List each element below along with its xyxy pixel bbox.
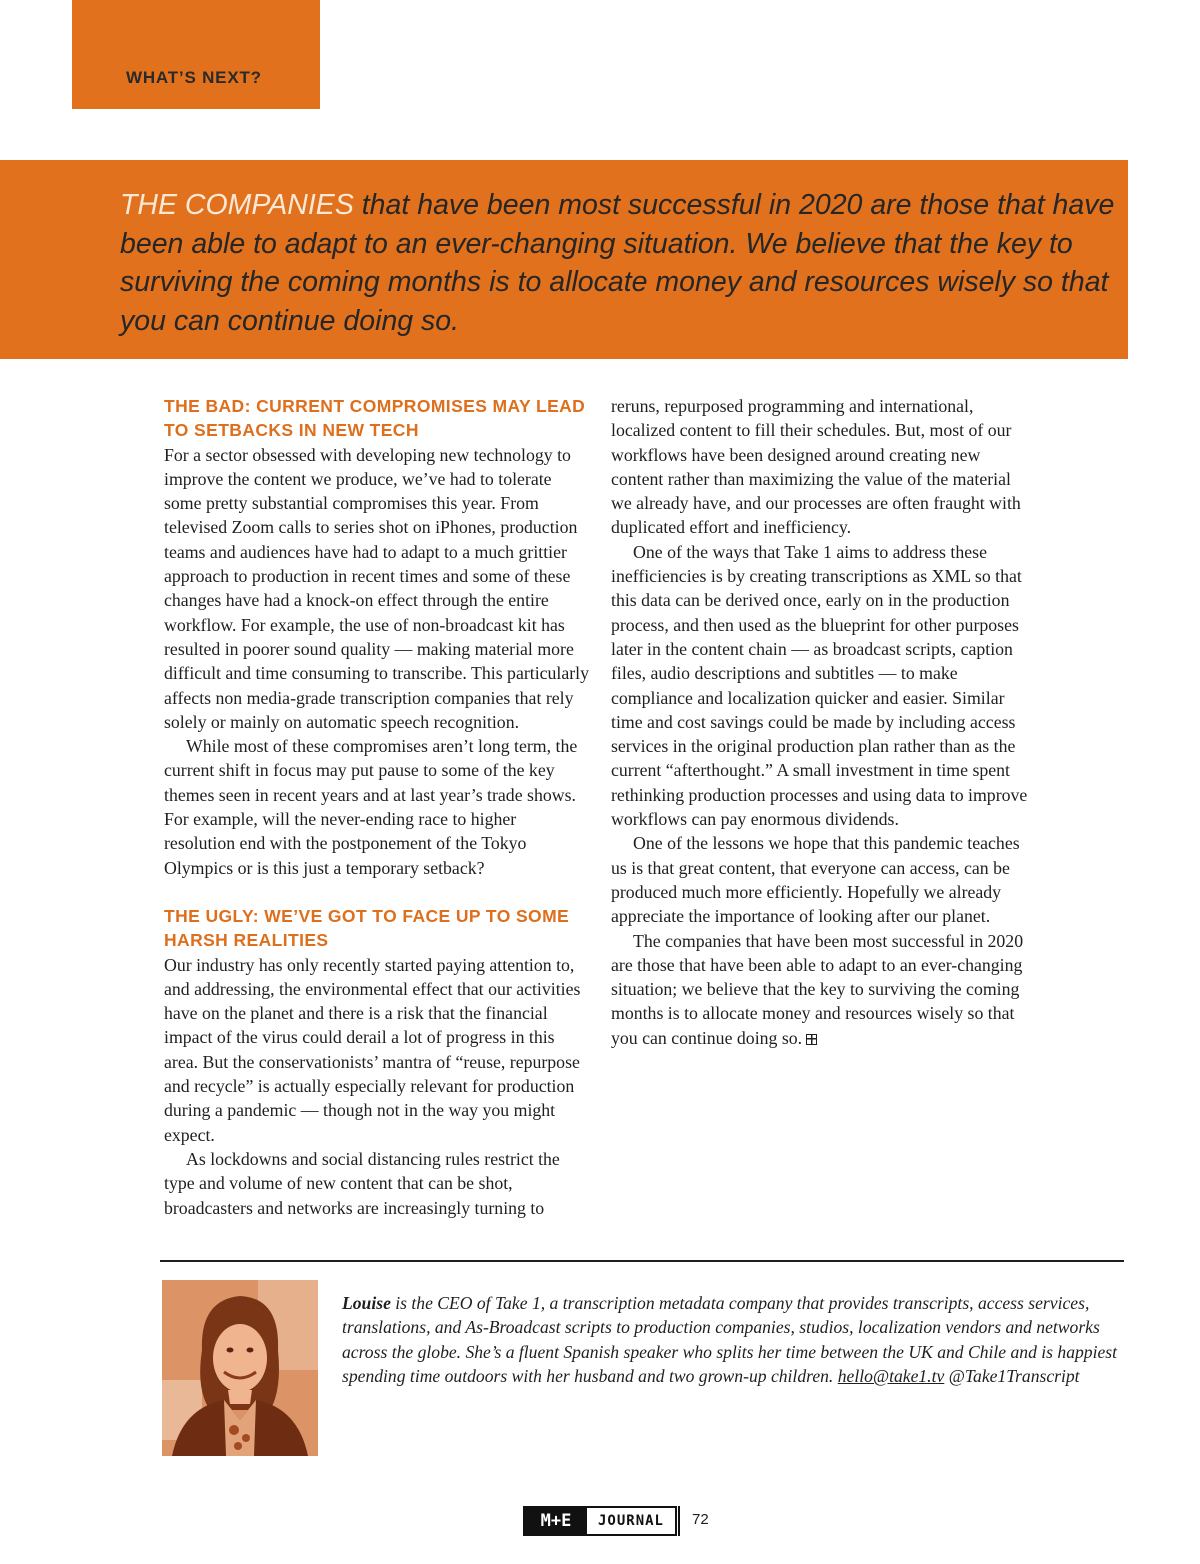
paragraph: While most of these compromises aren’t long term, the current shift in focus may put pause to some of the key themes seen in recent years and at last year’s trade shows. For example, will the never-ending race to higher resolution end with the postponement of the Tokyo Olympics or is this just a temporary setback?: [164, 736, 578, 878]
page-number: 72: [692, 1511, 709, 1528]
author-photo: [162, 1280, 318, 1456]
end-of-article-icon: [806, 1034, 817, 1045]
section-label: WHAT’S NEXT?: [126, 68, 262, 87]
author-bio: [342, 1291, 1122, 1388]
section-tab: [72, 0, 320, 109]
paragraph: One of the lessons we hope that this pandemic teaches us is that great content, that everyone can access, can be produced much more efficiently. Hopefully we already appreciate the importance of looking after our planet.: [611, 833, 1020, 927]
logo-mark: M+E: [525, 1508, 587, 1534]
article-column-left: [164, 394, 589, 1220]
paragraph: For a sector obsessed with developing new technology to improve the content we produce, we’ve had to tolerate some pretty substantial compromises this year. From televised Zoom calls to series shot on iPhones, production teams and audiences have had to adapt to a much grittier approach to production in recent times and some of these changes have had a knock-on effect through the entire workflow. For example, the use of non-broadcast kit has resulted in poorer sound quality — making material more difficult and time consuming to transcribe. This particularly affects non media-grade transcription companies that rely solely or mainly on automatic speech recognition.: [164, 444, 590, 732]
pull-quote-lead: THE COMPANIES: [120, 189, 354, 221]
journal-logo: [523, 1506, 677, 1536]
heading-the-ugly: THE UGLY: WE’VE GOT TO FACE UP TO SOME HARSH REALITIES: [164, 905, 570, 951]
paragraph: One of the ways that Take 1 aims to address these inefficiencies is by creating transcriptions as XML so that this data can be derived once, early on in the production process, and then used as the blueprint for other purposes later in the content chain — as broadcast scripts, caption files, audio descriptions and subtitles — to make compliance and localization quicker and easier. Similar time and cost savings could be made by including access services in the original production plan rather than as the current “afterthought.” A small investment in time spent rethinking production processes and using data to improve workflows can pay enormous dividends.: [611, 541, 1028, 830]
pull-quote-text: [120, 186, 1120, 340]
author-handle: @Take1Transcript: [944, 1365, 1080, 1386]
heading-the-bad: THE BAD: CURRENT COMPROMISES MAY LEAD TO SETBACKS IN NEW TECH: [164, 396, 586, 441]
pull-quote: [0, 160, 1128, 359]
paragraph: As lockdowns and social distancing rules restrict the type and volume of new content that can be shot, broadcasters and networks are increasingly turning to: [164, 1148, 560, 1218]
author-email-link[interactable]: hello@take1.tv: [837, 1365, 945, 1386]
final-paragraph-text: The companies that have been most successful in 2020 are those that have been able to adapt to an ever-changing situation; we believe that the key to surviving the coming months is to allocate money and resources wisely so that you can continue doing so.: [611, 930, 1024, 1048]
paragraph-final: [611, 929, 1036, 1050]
article-column-right: [611, 394, 1036, 1050]
bio-text: is the CEO of Take 1, a transcription metadata company that provides transcripts, access services, translations, and As-Broadcast scripts to production companies, studios, localization vendors and networks across the globe. She’s a fluent Spanish speaker who splits her time between the UK and Chile and is happiest spending time outdoors with her husband and two grown-up children.: [342, 1293, 1118, 1386]
author-name: Louise: [342, 1293, 391, 1313]
logo-wordmark: JOURNAL: [597, 1513, 664, 1529]
logo-page-divider: [678, 1506, 680, 1536]
pull-quote-body: that have been most successful in 2020 are those that have been able to adapt to an ever-changing situation. We believe that the key to surviving the coming months is to allocate money and resources wisely so that you can continue doing so.: [120, 189, 1115, 337]
author-portrait-image: [162, 1280, 318, 1456]
paragraph: Our industry has only recently started paying attention to, and addressing, the environmental effect that our activities have on the planet and there is a risk that the financial impact of the virus could derail a lot of progress in this area. But the conservationists’ mantra of “reuse, repurpose and recycle” is actually especially relevant for production during a pandemic — though not in the way you might expect.: [164, 954, 581, 1145]
paragraph: reruns, repurposed programming and international, localized content to fill their schedules. But, most of our workflows have been designed around creating new content rather than maximizing the value of the material we already have, and our processes are often fraught with duplicated effort and inefficiency.: [611, 396, 1021, 538]
divider: [160, 1260, 1124, 1262]
